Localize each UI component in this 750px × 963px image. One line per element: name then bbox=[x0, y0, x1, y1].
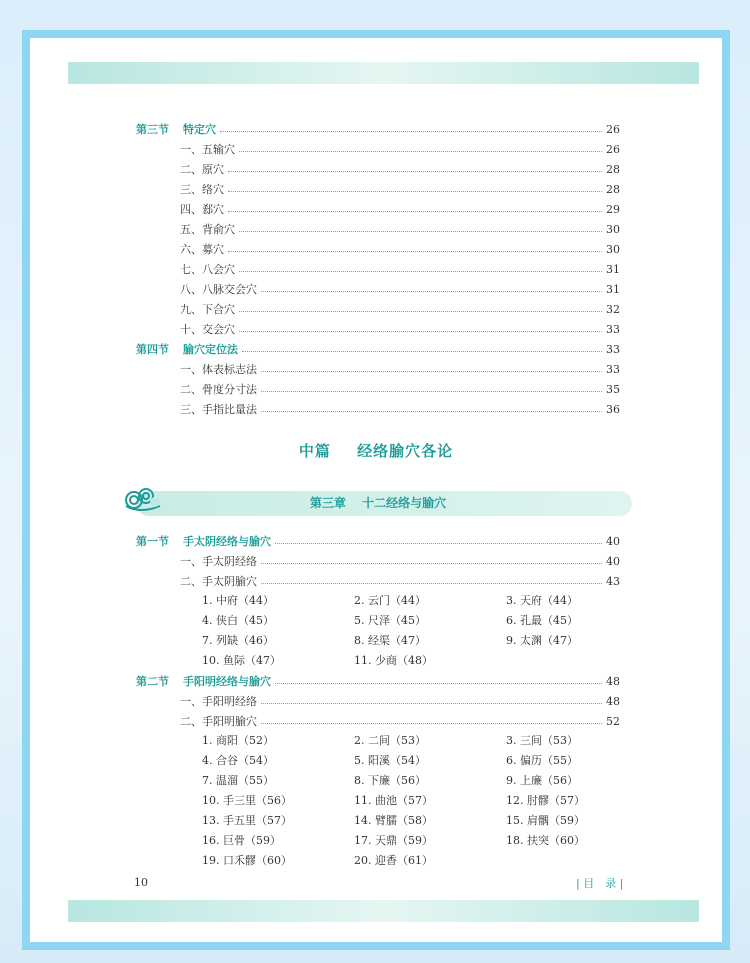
toc-item-row bbox=[180, 320, 620, 338]
dot-leader bbox=[275, 682, 602, 684]
chapter-number: 第三章 bbox=[309, 496, 346, 510]
dot-leader bbox=[275, 542, 602, 544]
acupoint-entry: 1. 商阳（52） bbox=[202, 734, 274, 747]
item-title: 一、体表标志法 bbox=[180, 363, 257, 376]
page-ref: 29 bbox=[606, 202, 620, 216]
page-ref: 40 bbox=[606, 534, 620, 548]
section-number: 第四节 bbox=[136, 343, 169, 356]
part-label: 中篇 bbox=[298, 442, 331, 460]
acupoint-entry: 8. 下廉（56） bbox=[354, 774, 426, 787]
toc-item-row bbox=[180, 220, 620, 238]
acupoint-entry: 20. 迎香（61） bbox=[354, 854, 433, 867]
acupoint-entry: 9. 上廉（56） bbox=[506, 774, 578, 787]
acupoint-entry: 15. 肩髃（59） bbox=[506, 814, 585, 827]
acupoint-entry: 7. 温溜（55） bbox=[202, 774, 274, 787]
dot-leader bbox=[261, 390, 602, 392]
toc-item-row bbox=[180, 240, 620, 258]
dot-leader bbox=[261, 702, 602, 704]
dot-leader bbox=[239, 270, 602, 272]
item-title: 二、手阳明腧穴 bbox=[180, 715, 257, 728]
acupoint-entry: 8. 经渠（47） bbox=[354, 634, 426, 647]
page-ref: 33 bbox=[606, 342, 620, 356]
dot-leader bbox=[239, 310, 602, 312]
acupoint-entry: 5. 尺泽（45） bbox=[354, 614, 426, 627]
page-ref: 30 bbox=[606, 242, 620, 256]
acupoint-entry: 3. 三间（53） bbox=[506, 734, 578, 747]
dot-leader bbox=[228, 250, 602, 252]
acupoint-entry: 3. 天府（44） bbox=[506, 594, 578, 607]
page-ref: 33 bbox=[606, 322, 620, 336]
page-ref: 28 bbox=[606, 162, 620, 176]
dot-leader bbox=[239, 230, 602, 232]
acupoint-entry: 11. 曲池（57） bbox=[354, 794, 433, 807]
acupoint-entry: 2. 二间（53） bbox=[354, 734, 426, 747]
section-title: 手阳明经络与腧穴 bbox=[183, 675, 271, 688]
acupoint-entry: 14. 臂臑（58） bbox=[354, 814, 433, 827]
part-name: 经络腧穴各论 bbox=[357, 442, 454, 460]
toc-item-row bbox=[180, 380, 620, 398]
dot-leader bbox=[228, 170, 602, 172]
dot-leader bbox=[261, 290, 602, 292]
acupoint-entry: 17. 天鼎（59） bbox=[354, 834, 433, 847]
toc-section-row bbox=[136, 532, 620, 550]
acupoint-entry: 2. 云门（44） bbox=[354, 594, 426, 607]
part-title bbox=[30, 440, 722, 461]
toc-item-row bbox=[180, 280, 620, 298]
acupoint-entry: 10. 鱼际（47） bbox=[202, 654, 281, 667]
acupoint-entry: 11. 少商（48） bbox=[354, 654, 433, 667]
footer-band bbox=[68, 900, 699, 922]
page-ref: 26 bbox=[606, 122, 620, 136]
page-number: 10 bbox=[134, 876, 148, 889]
toc-section-row bbox=[136, 672, 620, 690]
item-title: 二、骨度分寸法 bbox=[180, 383, 257, 396]
dot-leader bbox=[239, 150, 602, 152]
dot-leader bbox=[220, 130, 602, 132]
item-title: 五、背俞穴 bbox=[180, 223, 235, 236]
section-number: 第二节 bbox=[136, 675, 169, 688]
toc-item-row bbox=[180, 692, 620, 710]
toc-item-row bbox=[180, 360, 620, 378]
page-ref: 43 bbox=[606, 574, 620, 588]
toc-section-row bbox=[136, 120, 620, 138]
header-band bbox=[68, 62, 699, 84]
section-title: 腧穴定位法 bbox=[183, 343, 238, 356]
toc-item-row bbox=[180, 300, 620, 318]
acupoint-entry: 9. 太渊（47） bbox=[506, 634, 578, 647]
acupoint-entry: 16. 巨骨（59） bbox=[202, 834, 281, 847]
page-ref: 52 bbox=[606, 714, 620, 728]
acupoint-entry: 6. 孔最（45） bbox=[506, 614, 578, 627]
toc-item-row bbox=[180, 260, 620, 278]
acupoint-entry: 12. 肘髎（57） bbox=[506, 794, 585, 807]
section-number: 第一节 bbox=[136, 535, 169, 548]
acupoint-entry: 1. 中府（44） bbox=[202, 594, 274, 607]
page-ref: 30 bbox=[606, 222, 620, 236]
item-title: 六、募穴 bbox=[180, 243, 224, 256]
page-ref: 31 bbox=[606, 262, 620, 276]
dot-leader bbox=[261, 562, 602, 564]
item-title: 四、郄穴 bbox=[180, 203, 224, 216]
page-frame bbox=[22, 30, 730, 950]
section-title: 手太阴经络与腧穴 bbox=[183, 535, 271, 548]
page-ref: 40 bbox=[606, 554, 620, 568]
dot-leader bbox=[261, 370, 602, 372]
page-ref: 36 bbox=[606, 402, 620, 416]
toc-item-row bbox=[180, 400, 620, 418]
toc-item-row bbox=[180, 140, 620, 158]
acupoint-entry: 19. 口禾髎（60） bbox=[202, 854, 292, 867]
toc-item-row bbox=[180, 160, 620, 178]
section-title: 特定穴 bbox=[183, 123, 216, 136]
item-title: 二、手太阴腧穴 bbox=[180, 575, 257, 588]
dot-leader bbox=[239, 330, 602, 332]
toc-item-row bbox=[180, 712, 620, 730]
acupoint-entry: 4. 侠白（45） bbox=[202, 614, 274, 627]
item-title: 八、八脉交会穴 bbox=[180, 283, 257, 296]
item-title: 七、八会穴 bbox=[180, 263, 235, 276]
page-ref: 28 bbox=[606, 182, 620, 196]
page-ref: 33 bbox=[606, 362, 620, 376]
page-ref: 31 bbox=[606, 282, 620, 296]
running-head: | 目 录 | bbox=[576, 877, 624, 890]
item-title: 三、络穴 bbox=[180, 183, 224, 196]
chapter-name: 十二经络与腧穴 bbox=[362, 496, 447, 510]
dot-leader bbox=[261, 410, 602, 412]
item-title: 一、手阳明经络 bbox=[180, 695, 257, 708]
item-title: 三、手指比量法 bbox=[180, 403, 257, 416]
page-ref: 32 bbox=[606, 302, 620, 316]
dot-leader bbox=[261, 582, 602, 584]
acupoint-entry: 7. 列缺（46） bbox=[202, 634, 274, 647]
item-title: 二、原穴 bbox=[180, 163, 224, 176]
dot-leader bbox=[261, 722, 602, 724]
page-ref: 48 bbox=[606, 674, 620, 688]
page-ref: 35 bbox=[606, 382, 620, 396]
dot-leader bbox=[228, 210, 602, 212]
chapter-title bbox=[130, 493, 626, 513]
page-ref: 48 bbox=[606, 694, 620, 708]
item-title: 一、五输穴 bbox=[180, 143, 235, 156]
item-title: 一、手太阴经络 bbox=[180, 555, 257, 568]
acupoint-entry: 13. 手五里（57） bbox=[202, 814, 292, 827]
toc-item-row bbox=[180, 200, 620, 218]
dot-leader bbox=[228, 190, 602, 192]
acupoint-entry: 4. 合谷（54） bbox=[202, 754, 274, 767]
acupoint-entry: 18. 扶突（60） bbox=[506, 834, 585, 847]
toc-item-row bbox=[180, 552, 620, 570]
acupoint-entry: 5. 阳溪（54） bbox=[354, 754, 426, 767]
item-title: 十、交会穴 bbox=[180, 323, 235, 336]
section-number: 第三节 bbox=[136, 123, 169, 136]
toc-section-row bbox=[136, 340, 620, 358]
acupoint-entry: 6. 偏历（55） bbox=[506, 754, 578, 767]
toc-item-row bbox=[180, 572, 620, 590]
dot-leader bbox=[242, 350, 602, 352]
page-ref: 26 bbox=[606, 142, 620, 156]
acupoint-entry: 10. 手三里（56） bbox=[202, 794, 292, 807]
toc-item-row bbox=[180, 180, 620, 198]
item-title: 九、下合穴 bbox=[180, 303, 235, 316]
